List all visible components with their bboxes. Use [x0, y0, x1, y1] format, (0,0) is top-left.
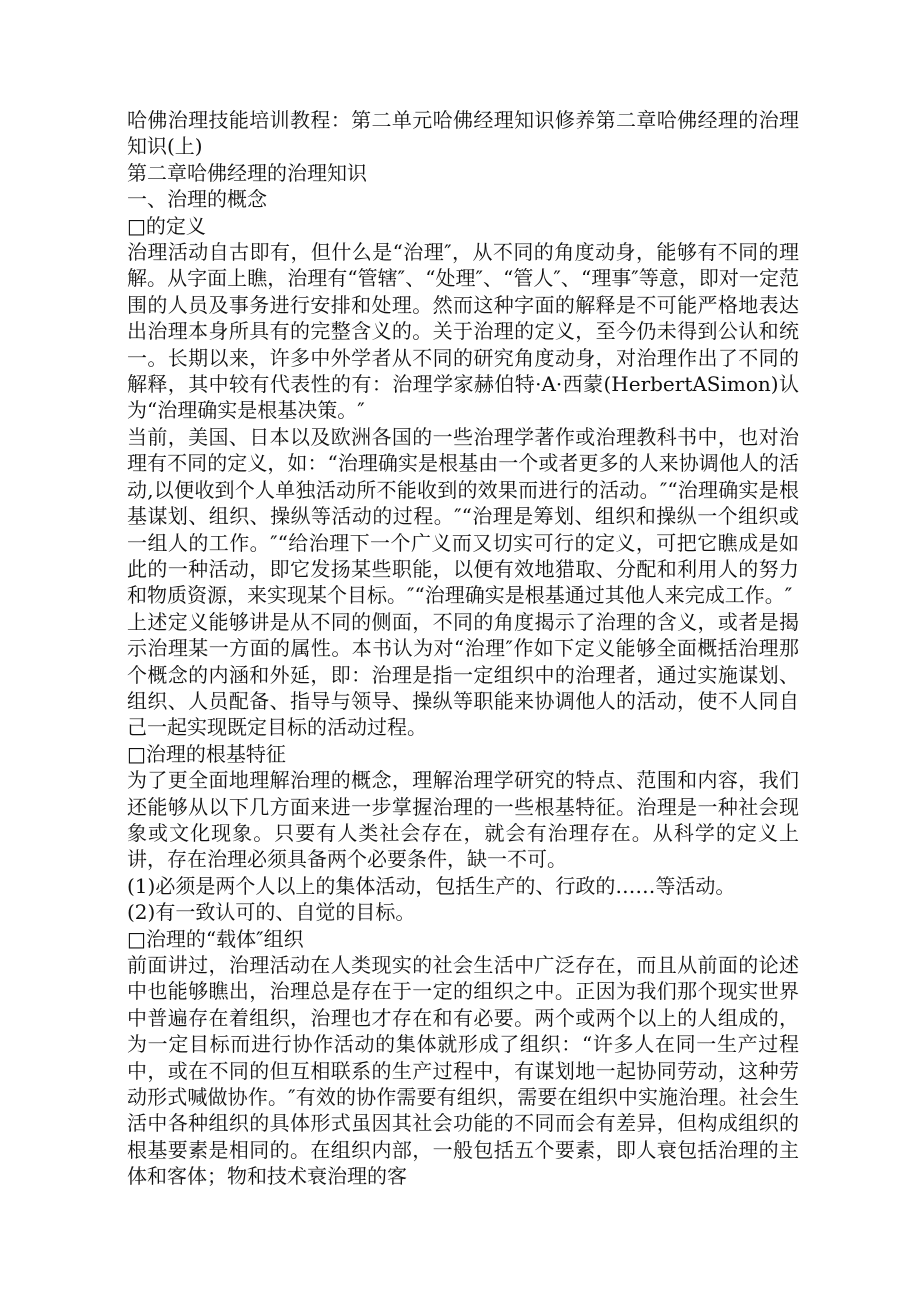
body-paragraph: 前面讲过，治理活动在人类现实的社会生活中广泛存在，而且从前面的论述中也能够瞧出，治理总是存在于一定的组织之中。正因为我们那个现实世界中普遍存在着组织，治理也才存在和有必要。两个或两个以上的人组成的，为一定目标而进行协作活动的集体就形成了组织：“许多人在同一生产过程中，或在不同的但互相联系的生产过程中，有谋划地一起协同劳动，这种劳动形式喊做协作。″有效的协作需要有组织，需要在组织中实施治理。社会生活中各种组织的具体形式虽因其社会功能的不同而会有差异，但构成组织的根基要素是相同的。在组织内部，一般包括五个要素，即人衰包括治理的主体和客体；物和技术衰治理的客 [127, 953, 799, 1189]
body-paragraph: 当前，美国、日本以及欧洲各国的一些治理学著作或治理教科书中，也对治理有不同的定义，如：“治理确实是根基由一个或者更多的人来协调他人的活动,以便收到个人单独活动所不能收到的效果而进行的活动。″“治理确实是根基谋划、组织、操纵等活动的过程。″“治理是筹划、组织和操纵一个组织或一组人的工作。″“给治理下一个广义而又切实可行的定义，可把它瞧成是如此的一种活动，即它发扬某些职能，以便有效地猎取、分配和利用人的努力和物质资源，来实现某个目标。″“治理确实是根基通过其他人来完成工作。″ [127, 424, 799, 608]
subsection-heading-characteristics: □治理的根基特征 [127, 741, 286, 766]
list-item: (1)必须是两个人以上的集体活动，包括生产的、行政的……等活动。 [127, 873, 736, 898]
body-paragraph: 为了更全面地理解治理的概念，理解治理学研究的特点、范围和内容，我们还能够从以下几方面来进一步掌握治理的一些根基特征。治理是一种社会现象或文化现象。只要有人类社会存在，就会有治理存在。从科学的定义上讲，存在治理必须具备两个必要条件，缺一不可。 [127, 768, 799, 872]
document-title: 哈佛治理技能培训教程：第二单元哈佛经理知识修养第二章哈佛经理的治理知识(上) [127, 108, 799, 159]
body-paragraph: 治理活动自古即有，但什么是“治理″，从不同的角度动身，能够有不同的理解。从字面上瞧，治理有“管辖″、“处理″、“管人″、“理事″等意，即对一定范围的人员及事务进行安排和处理。然而这种字面的解释是不可能严格地表达出治理本身所具有的完整含义的。关于治理的定义，至今仍未得到公认和统一。长期以来，许多中外学者从不同的研究角度动身，对治理作出了不同的解释，其中较有代表性的有：治理学家赫伯特·A·西蒙(HerbertASimon)认为“治理确实是根基决策。″ [127, 240, 799, 423]
document-body [127, 107, 799, 1190]
body-paragraph: 上述定义能够讲是从不同的侧面，不同的角度揭示了治理的含义，或者是揭示治理某一方面的属性。本书认为对“治理″作如下定义能够全面概括治理那个概念的内涵和外延，即：治理是指一定组织中的治理者，通过实施谋划、组织、人员配备、指导与领导、操纵等职能来协调他人的活动，使不人同自己一起实现既定目标的活动过程。 [127, 609, 799, 740]
chapter-heading: 第二章哈佛经理的治理知识 [127, 160, 367, 185]
subsection-heading-organization: □治理的“载体″组织 [127, 926, 304, 951]
section-heading: 一、治理的概念 [127, 187, 267, 212]
list-item: (2)有一致认可的、自觉的目标。 [127, 900, 416, 925]
subsection-heading-definition: □的定义 [127, 213, 206, 238]
